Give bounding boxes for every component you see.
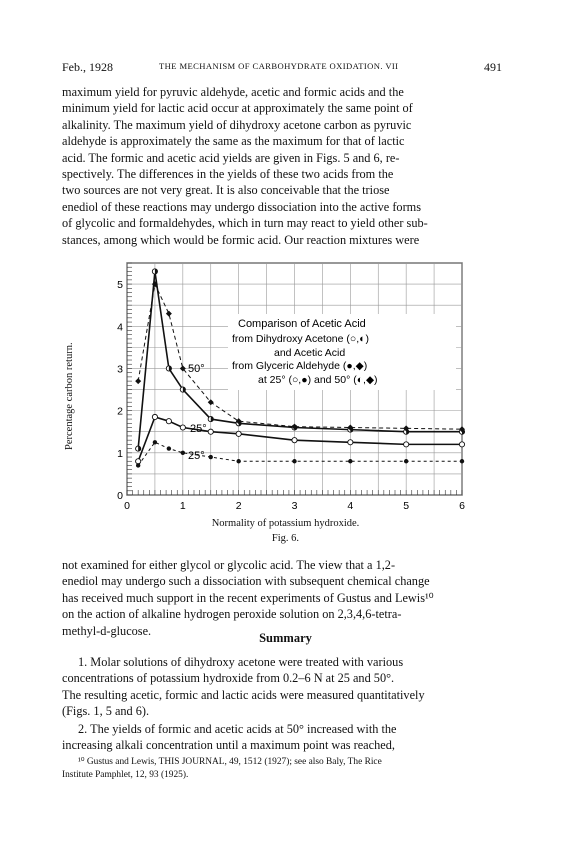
- series-50-glyceric-point: [208, 399, 214, 405]
- page-number: 491: [484, 60, 502, 74]
- series-25-glyceric-point: [181, 451, 185, 455]
- series-25-glyceric-line: [138, 442, 462, 465]
- text-line: enediol of these reactions may undergo dissociation into the active forms: [62, 199, 422, 214]
- curve-label-25-lower: 25°: [188, 450, 205, 462]
- series-25-dihydroxy-point: [208, 429, 213, 434]
- series-25-glyceric-point: [348, 459, 352, 463]
- series-25-glyceric-point: [292, 459, 296, 463]
- text-line: 2. The yields of formic and acetic acids at 50° increased with the: [78, 722, 397, 736]
- y-tick-label: 4: [117, 321, 123, 334]
- text-line: The resulting acetic, formic and lactic acids were measured quantitatively: [62, 687, 425, 702]
- text-line: stances, among which would be formic acid. Our reaction mixtures were: [62, 232, 420, 247]
- series-50-glyceric-point: [166, 311, 172, 317]
- figure-caption: Fig. 6.: [271, 533, 300, 544]
- series-25-dihydroxy-point: [292, 438, 297, 443]
- text-line: maximum yield for pyruvic aldehyde, acetic and formic acids and the: [62, 85, 404, 99]
- text-line: not examined for either glycol or glycolic acid. The view that a 1,2-: [62, 558, 396, 572]
- text-line: methyl-d-glucose.: [62, 623, 152, 638]
- text-line: aldehyde is approximately the same as the maximum for that of lactic: [62, 134, 405, 149]
- header-date: Feb., 1928: [62, 60, 113, 74]
- curve-label-50: 50°: [188, 363, 205, 375]
- x-tick-label: 5: [403, 500, 410, 512]
- series-25-dihydroxy-point: [152, 414, 157, 419]
- text-line: increasing alkali concentration until a maximum point was reached,: [62, 738, 395, 753]
- x-tick-label: 3: [291, 500, 298, 512]
- series-25-glyceric-point: [153, 440, 157, 444]
- legend-line-3: and Acetic Acid: [274, 347, 346, 359]
- legend-line-5: at 25° (○,●) and 50° (◐,◆): [258, 374, 378, 386]
- series-25-glyceric-point: [404, 459, 408, 463]
- text-line: minimum yield for lactic acid occur at approximately the same point of: [62, 101, 413, 116]
- text-line: spectively. The differences in the yields of these two acids from the: [62, 167, 394, 182]
- footnote-line: ¹⁰ Gustus and Lewis, THIS JOURNAL, 49, 1512 (1927); see also Baly, The Rice: [78, 757, 382, 767]
- series-25-dihydroxy-point: [236, 431, 241, 436]
- text-line: of glycolic and formaldehydes, which in turn may react to yield other sub-: [62, 216, 428, 231]
- body-paragraph-2: [62, 557, 502, 639]
- series-25-dihydroxy-line: [138, 417, 462, 461]
- chart-legend: [228, 314, 456, 390]
- legend-line-4: from Glyceric Aldehyde (●,◆): [232, 360, 368, 372]
- series-25-dihydroxy-point: [166, 419, 171, 424]
- y-tick-label: 0: [117, 490, 123, 502]
- y-tick-label: 2: [117, 405, 123, 418]
- series-25-glyceric-point: [236, 459, 240, 463]
- series-25-dihydroxy-point: [348, 440, 353, 445]
- text-line: alkalinity. The maximum yield of dihydroxy acetone carbon as pyruvic: [62, 117, 412, 132]
- header-running-title: THE MECHANISM OF CARBOHYDRATE OXIDATION. VII: [159, 61, 399, 71]
- series-50-glyceric-point: [135, 378, 141, 384]
- summary-heading: Summary: [259, 631, 312, 645]
- series-25-dihydroxy-point: [404, 442, 409, 447]
- y-tick-label: 3: [117, 363, 123, 376]
- text-line: concentrations of potassium hydroxide from 0.2–6 N at 25 and 50°.: [62, 671, 395, 686]
- series-25-dihydroxy-point: [459, 442, 464, 447]
- series-25-glyceric-point: [167, 446, 171, 450]
- x-tick-label: 4: [347, 500, 354, 512]
- text-line: has received much support in the recent experiments of Gustus and Lewis¹⁰: [62, 590, 434, 605]
- summary-item-2: [62, 721, 502, 754]
- x-tick-label: 1: [179, 500, 186, 512]
- series-25-dihydroxy-point: [136, 459, 141, 464]
- series-25-glyceric-point: [209, 455, 213, 459]
- footnote: [62, 756, 502, 782]
- text-line: acid. The formic and acetic acid yields are given in Figs. 5 and 6, re-: [62, 150, 400, 165]
- text-line: enediol may undergo such a dissociation with subsequent chemical change: [62, 574, 430, 589]
- legend-line-1: Comparison of Acetic Acid: [238, 318, 366, 330]
- x-tick-label: 6: [459, 500, 465, 512]
- text-line: (Figs. 1, 5 and 6).: [62, 704, 150, 719]
- series-25-glyceric-point: [460, 459, 464, 463]
- y-tick-label: 5: [117, 279, 123, 292]
- text-line: on the action of alkaline hydrogen peroxide solution on 2,3,4,6-tetra-: [62, 607, 402, 622]
- footnote-line: Institute Pamphlet, 12, 93 (1925).: [62, 770, 189, 780]
- text-line: 1. Molar solutions of dihydroxy acetone were treated with various: [78, 655, 404, 669]
- x-tick-label: 0: [124, 500, 130, 512]
- y-tick-label: 1: [117, 447, 123, 460]
- text-line: two sources are not very great. It is also conceivable that the triose: [62, 183, 390, 198]
- summary-item-1: [62, 654, 502, 720]
- series-25-glyceric-point: [136, 463, 140, 467]
- series-25-dihydroxy-point: [180, 425, 185, 430]
- x-axis-label: Normality of potassium hydroxide.: [211, 518, 360, 529]
- x-tick-label: 2: [235, 500, 242, 512]
- legend-line-2: from Dihydroxy Acetone (○,◐): [232, 333, 369, 345]
- curve-label-25-upper: 25°: [190, 423, 207, 435]
- y-axis-label: Percentage carbon return.: [64, 342, 75, 450]
